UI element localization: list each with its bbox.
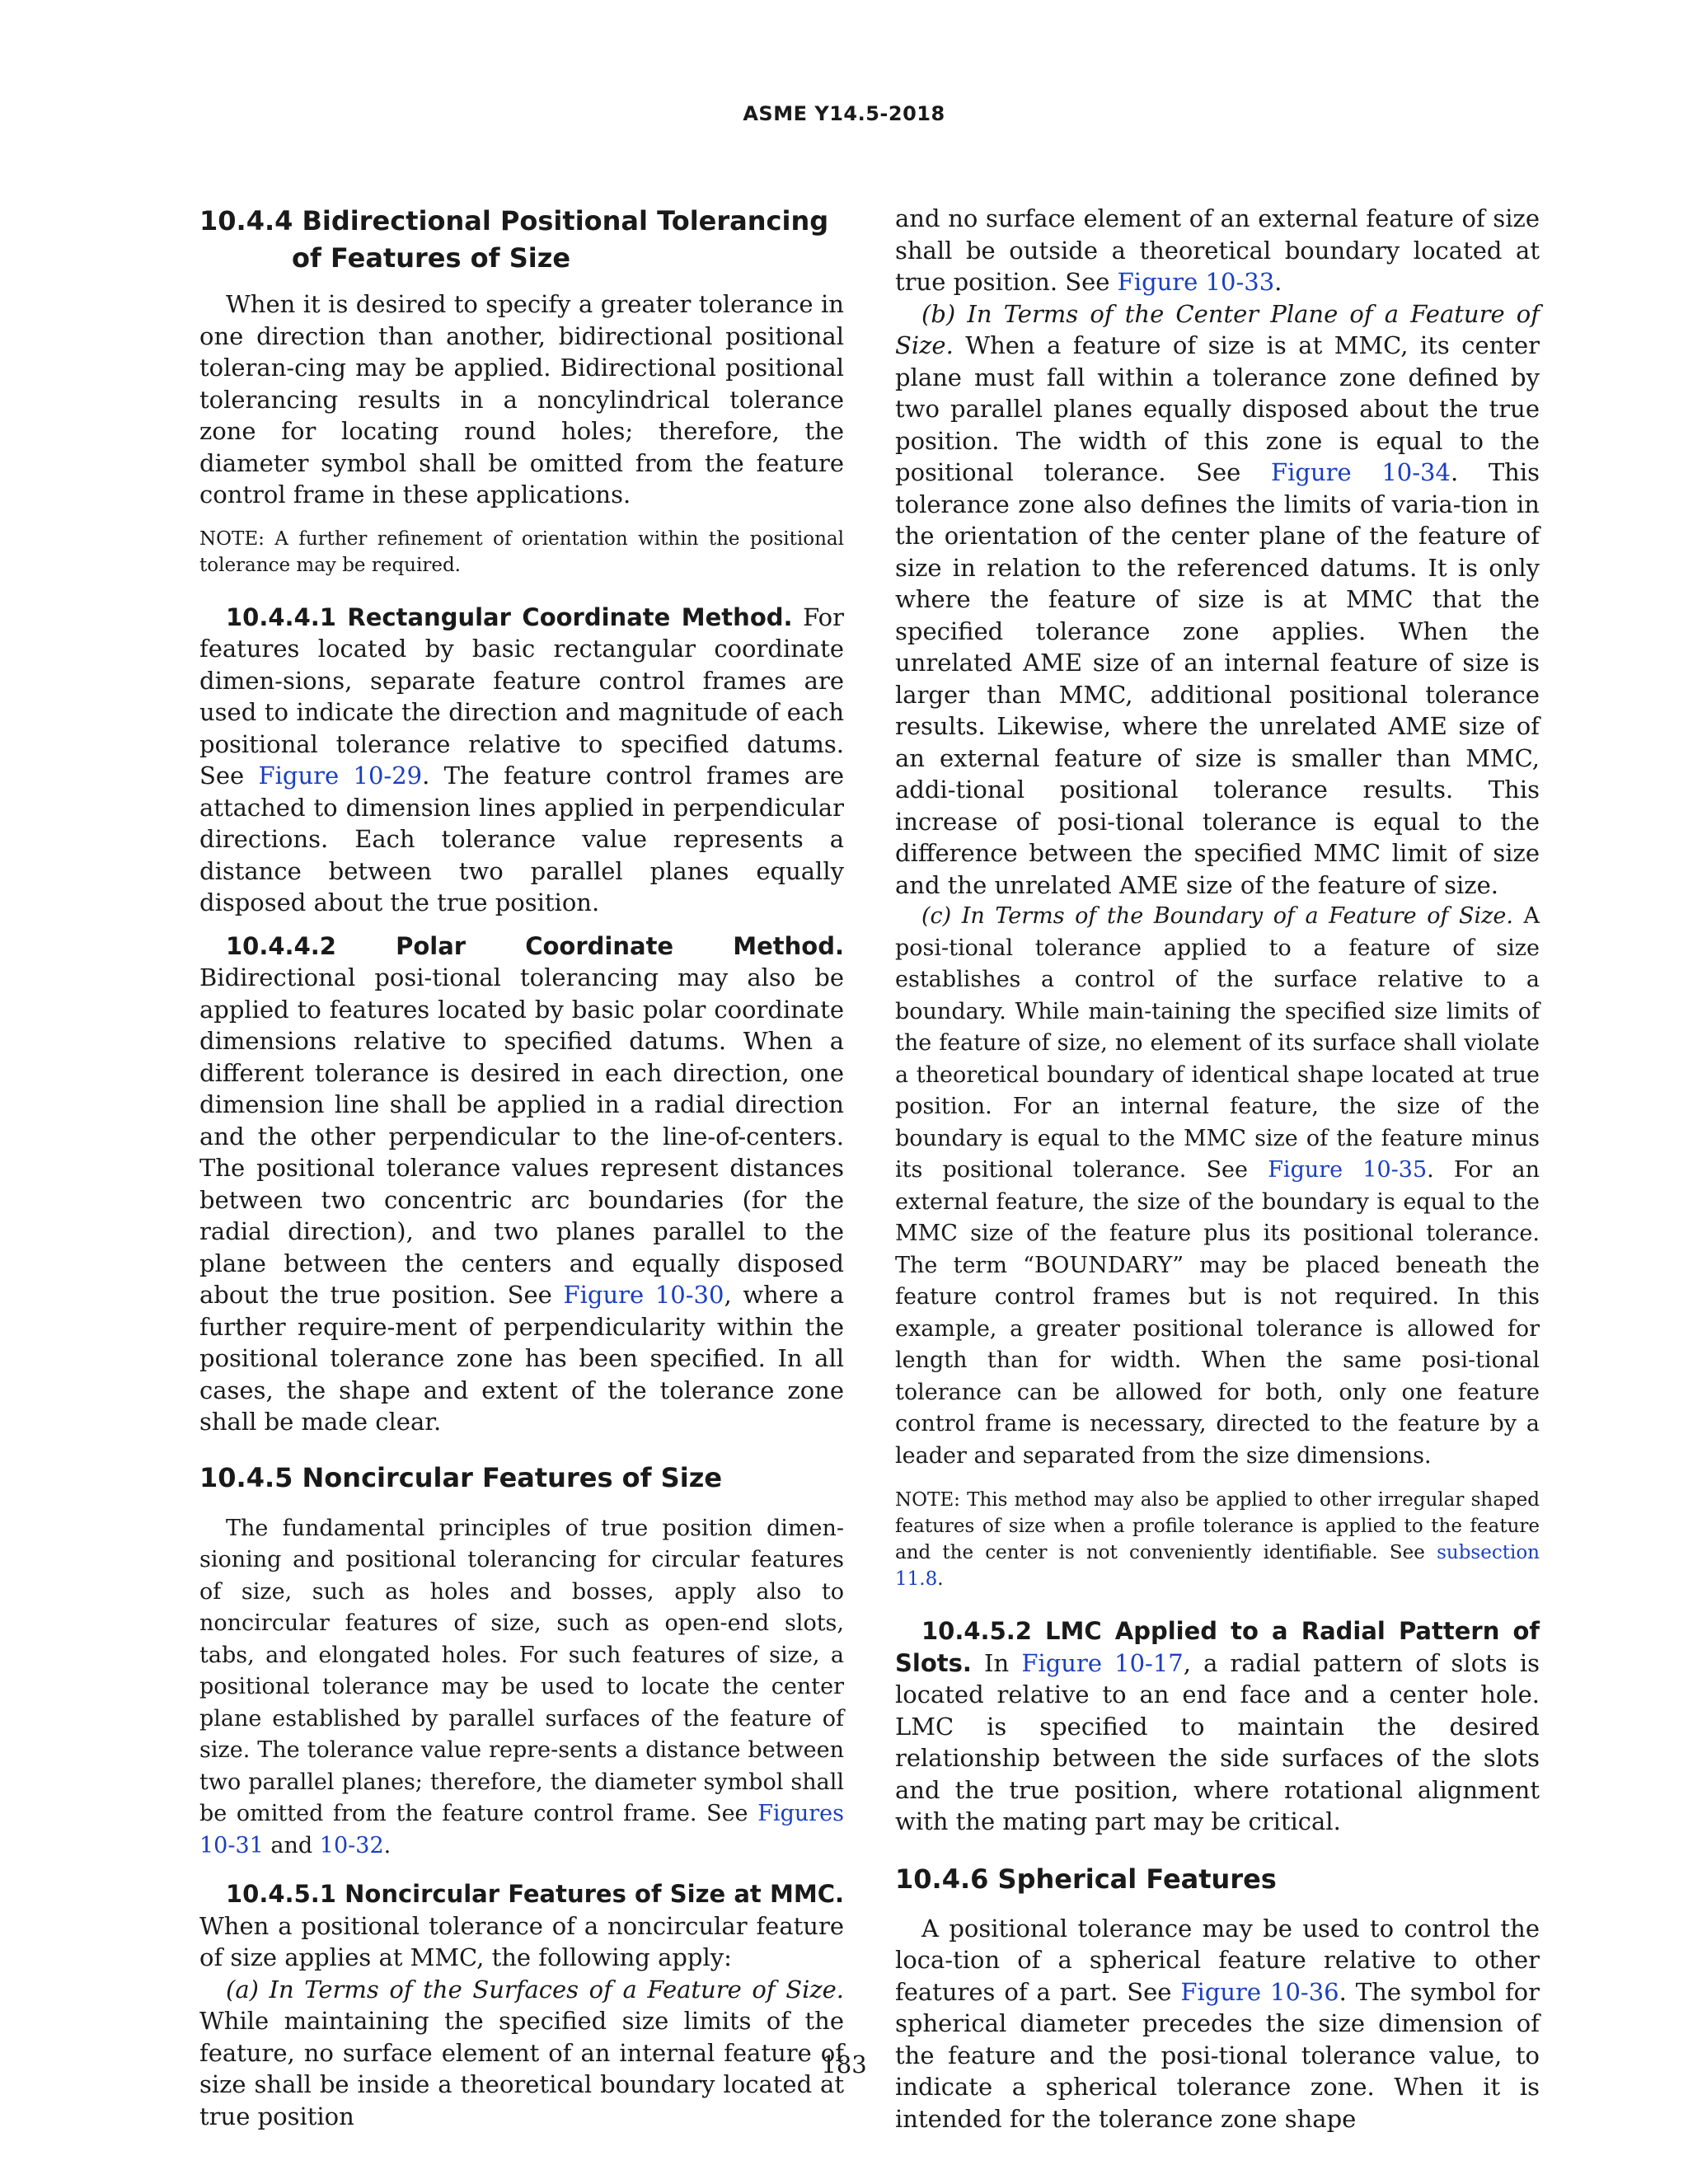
- link-figure-10-36[interactable]: Figure 10-36: [1180, 1977, 1339, 2006]
- heading-line-1: 10.4.4 Bidirectional Positional Tolerancing: [199, 205, 829, 237]
- paragraph-10-4-5-2: [895, 1615, 1540, 1838]
- paragraph-continuation: [895, 203, 1540, 298]
- paragraph-spherical: [895, 1913, 1540, 2135]
- section-heading-10-4-5: 10.4.5 Noncircular Features of Size: [199, 1461, 723, 1493]
- paragraph-10-4-4-1: [199, 602, 844, 919]
- text-run: and: [263, 1832, 320, 1858]
- paragraph-10-4-5-1: [199, 1878, 844, 1974]
- heading-line-2: of Features of Size: [292, 242, 571, 274]
- subsection-title-10-4-4-1: 10.4.4.1 Rectangular Coordinate Method.: [226, 602, 793, 631]
- link-subsection-11-8[interactable]: subsection 11.8: [895, 1542, 1540, 1590]
- text-run: The fundamental principles of true position dimen-sioning and positional tolerancing for circular features of size, such as holes and bosses, apply also to noncircular features of size, such as open-end slots, tabs, and elongated holes. For such features of size, a positional tolerance may be used to locate the center plane established by parallel surfaces of the feature of size. The tolerance value repre-sents a distance between two parallel planes; therefore, the diameter symbol shall be omitted from the feature control frame. See: [199, 1515, 844, 1826]
- running-head: ASME Y14.5-2018: [743, 102, 945, 125]
- paragraph-bidirectional: When it is desired to specify a greater tolerance in one direction than another, bidirectional positional toleran-cing may be applied. Bidirectional positional tolerancing results in a noncylindrical tolerance zone for locating round holes; therefore, the diameter symbol shall be omitted from the feature control frame in these applications.: [199, 290, 844, 509]
- text-run: , where a further require-ment of perpendicularity within the positional tolerance zone has been specified. In all cases, the shape and extent of the tolerance zone shall be made clear.: [199, 1281, 844, 1436]
- section-heading-10-4-4: [199, 203, 844, 277]
- link-figure-10-35[interactable]: Figure 10-35: [1268, 1157, 1428, 1183]
- text-run: While maintaining the specified size limits of the feature, no surface element of an internal feature of size shall be inside a theoretical boundary located at true position: [199, 2007, 844, 2130]
- text-run: .: [383, 1832, 392, 1858]
- text-run: . The symbol for spherical diameter precedes the size dimension of the feature and the posi-tional tolerance value, to indicate a spherical tolerance zone. When it is intended for the tolerance zone shape: [895, 1977, 1540, 2133]
- subsection-title-10-4-5-1: 10.4.5.1 Noncircular Features of Size at MMC.: [226, 1880, 844, 1908]
- text-run: A positional tolerance may be used to control the loca-tion of a spherical feature relative to other features of a part. See: [895, 1914, 1540, 2006]
- text-run: . This tolerance zone also defines the limits of varia-tion in the orientation of the center plane of the feature of size in relation to the referenced datums. It is only where the feature of size is at MMC that the specified tolerance zone applies. When the unrelated AME size of an internal feature of size is larger than MMC, additional positional tolerance results. Likewise, where the unrelated AME size of an external feature of size is smaller than MMC, addi-tional positional tolerance results. This increase of posi-tional tolerance is equal to the difference between the specified MMC limit of size and the unrelated AME size of the feature of size.: [895, 458, 1540, 899]
- subsection-title-10-4-5-2: 10.4.5.2 LMC Applied to a Radial Pattern of Slots.: [895, 1617, 1540, 1677]
- link-figure-10-17[interactable]: Figure 10-17: [1021, 1648, 1184, 1677]
- link-figure-10-32[interactable]: 10-32: [319, 1832, 384, 1858]
- paragraph-item-b: [895, 298, 1540, 902]
- paragraph-item-c: [895, 901, 1540, 1472]
- paragraph-10-4-4-2: [199, 930, 844, 1438]
- text-run: In: [971, 1648, 1022, 1677]
- text-run: A posi-tional tolerance applied to a feature of size establishes a control of the surface relative to a boundary. While main-taining the specified size limits of the feature of size, no element of its surface shall violate a theoretical boundary of identical shape located at true position. For an internal feature, the size of the boundary is equal to the MMC size of the feature minus its positional tolerance. See: [895, 903, 1540, 1183]
- item-c-label: (c) In Terms of the Boundary of a Feature of Size.: [921, 903, 1513, 929]
- right-column: [895, 203, 1540, 2135]
- link-figure-10-30[interactable]: Figure 10-30: [563, 1281, 724, 1309]
- link-figures-10-31[interactable]: Figures 10-31: [199, 1801, 844, 1858]
- text-run: NOTE: This method may also be applied to other irregular shaped features of size when a profile tolerance is applied to the feature and the center is not conveniently identifiable. See: [895, 1489, 1540, 1563]
- text-run: and no surface element of an external feature of size shall be outside a theoretical boundary located at true position. See: [895, 204, 1540, 296]
- subsection-title-10-4-4-2: 10.4.4.2 Polar Coordinate Method.: [226, 931, 844, 960]
- text-run: Bidirectional posi-tional tolerancing may also be applied to features located by basic polar coordinate dimensions relative to specified datums. When a different tolerance is desired in each direction, one dimension line shall be applied in a radial direction and the other perpendicular to the line-of-centers. The positional tolerance values represent distances between two concentric arc boundaries (for the radial direction), and two planes parallel to the plane between the centers and equally disposed about the true position. See: [199, 963, 844, 1309]
- text-run: For features located by basic rectangular coordinate dimen-sions, separate feature control frames are used to indicate the direction and magnitude of each positional tolerance relative to specified datums. See: [199, 602, 845, 790]
- paragraph-noncircular: [199, 1513, 844, 1863]
- section-heading-10-4-6: 10.4.6 Spherical Features: [895, 1863, 1277, 1895]
- text-run: , a radial pattern of slots is located relative to an end face and a center hole. LMC is specified to maintain the desired relationship between the side surfaces of the slots and the true position, where rotational alignment with the mating part may be critical.: [895, 1648, 1540, 1835]
- left-column: [199, 203, 844, 2132]
- note-orientation: NOTE: A further refinement of orientation within the positional tolerance may be required.: [199, 527, 844, 576]
- text-run: .: [1274, 268, 1282, 296]
- item-b-label: (b) In Terms of the Center Plane of a Feature of Size.: [895, 299, 1540, 359]
- link-figure-10-33[interactable]: Figure 10-33: [1117, 268, 1275, 296]
- text-run: When a positional tolerance of a noncircular feature of size applies at MMC, the following apply:: [199, 1911, 844, 1971]
- note-irregular-shapes: [895, 1487, 1540, 1592]
- text-run: .: [937, 1568, 944, 1590]
- link-figure-10-34[interactable]: Figure 10-34: [1271, 458, 1451, 486]
- text-run: . The feature control frames are attached to dimension lines applied in perpendicular directions. Each tolerance value represents a distance between two parallel planes equally disposed about the true position.: [199, 762, 845, 916]
- text-run: When a feature of size is at MMC, its center plane must fall within a tolerance zone defined by two parallel planes equally disposed about the true position. The width of this zone is equal to the positional tolerance. See: [895, 331, 1540, 486]
- text-run: . For an external feature, the size of the boundary is equal to the MMC size of the feature plus its positional tolerance. The term “BOUNDARY” may be placed beneath the feature control frames but is not required. In this example, a greater positional tolerance is allowed for length than for width. When the same posi-tional tolerance can be allowed for both, only one feature control frame is necessary, directed to the feature by a leader and separated from the size dimensions.: [895, 1157, 1540, 1469]
- item-a-label: (a) In Terms of the Surfaces of a Feature of Size.: [226, 1975, 844, 2004]
- link-figure-10-29[interactable]: Figure 10-29: [258, 762, 423, 790]
- page-number: 183: [821, 2050, 867, 2079]
